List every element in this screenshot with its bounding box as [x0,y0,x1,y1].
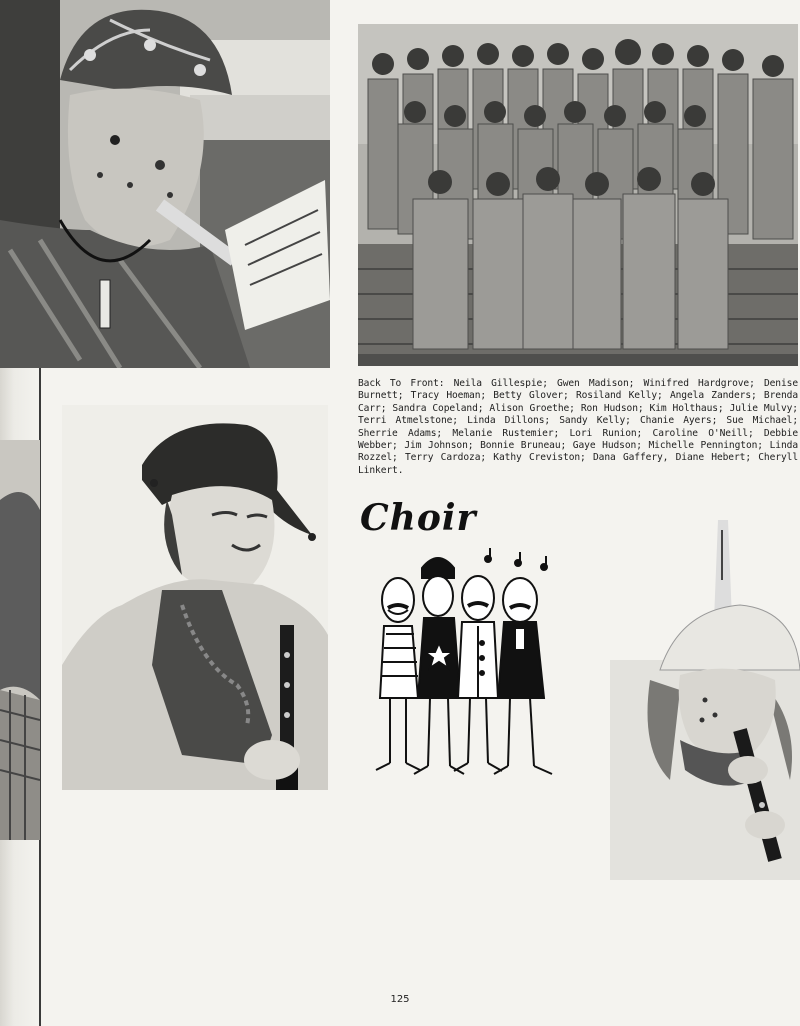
photo-caption: Back To Front: Neila Gillespie; Gwen Madison; Winifred Hardgrove; Denise Burnett; Tracy Hoeman; Betty Glover; Rosiland Kelly; Angela Zanders; Brenda Carr; Sandra Copeland; Alison Groethe; Ron Hudson; Kim Holthaus; Julie Mulvy; Terri Atmelstone; Linda Dillons; Sandy Kelly; Chanie Ayers; Sue Michael; Sherrie Adams; Melanie Rustemier; Lori Runion; Caroline O'Neill; Debbie Webber; Jim Johnson; Bonnie Bruneau; Gaye Hudson; Michelle Pennington; Linda Rozzel; Terry Cardoza; Kathy Creviston; Dana Gaffery, Diane Hebert; Cheryll Linkert. [358,378,798,476]
photo-clarinet-girl [610,520,800,880]
photo-choir-group [358,24,798,366]
section-title: Choir [360,497,477,539]
photo-bandana-musician [0,0,330,368]
cartoon-singers-illustration [370,548,570,788]
photo-jester-clarinet [62,405,328,790]
photo-left-strip [0,440,40,840]
page-number: 125 [390,994,410,1005]
